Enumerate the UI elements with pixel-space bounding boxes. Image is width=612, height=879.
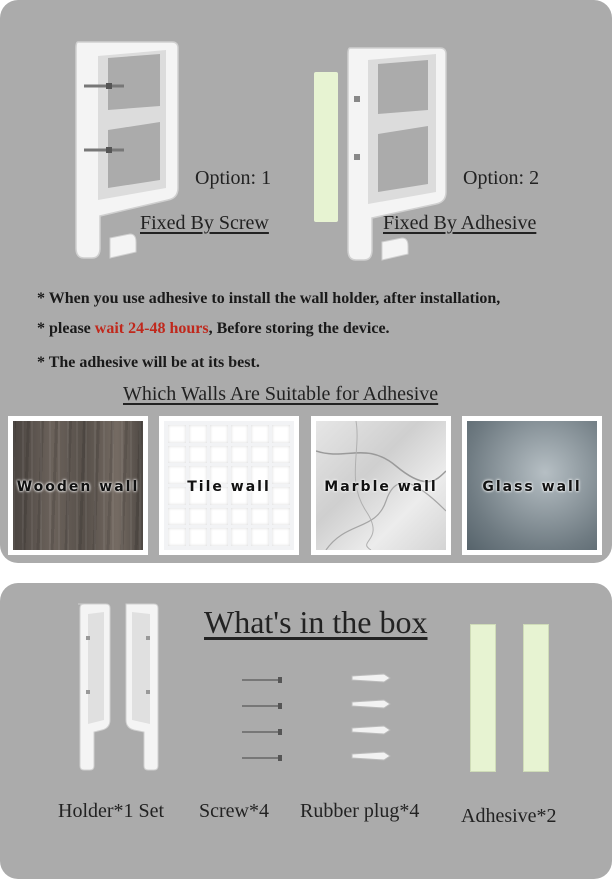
wall-sample-tile [159, 416, 299, 555]
wall-label-wooden: Wooden wall [16, 479, 140, 495]
option-2-label: Option: 2 [463, 167, 540, 189]
wall-label-tile: Tile wall [187, 479, 271, 495]
adhesive-strip-1 [470, 624, 496, 772]
walls-section-title: Which Walls Are Suitable for Adhesive [123, 383, 439, 405]
note-line-2-prefix: * please [37, 320, 95, 337]
option-1-method: Fixed By Screw [140, 212, 269, 234]
wall-sample-marble [311, 416, 451, 555]
wall-sample-wooden [8, 416, 148, 555]
option-1-label: Option: 1 [195, 167, 272, 189]
box-item-screw: Screw*4 [199, 800, 269, 822]
note-line-3: * The adhesive will be at its best. [37, 354, 260, 371]
adhesive-strip-2 [523, 624, 549, 772]
screws-illustration [238, 674, 284, 766]
wall-label-glass: Glass wall [482, 479, 582, 495]
box-item-adhesive: Adhesive*2 [461, 805, 557, 827]
rubber-plugs-illustration [348, 672, 394, 768]
holder-set-illustration [72, 600, 164, 772]
option-2-method: Fixed By Adhesive [383, 212, 537, 234]
note-highlight-wait: wait 24-48 hours [94, 320, 209, 337]
box-item-holder: Holder*1 Set [58, 800, 165, 822]
note-line-2 [37, 320, 390, 338]
note-line-2-suffix: , Before storing the device. [208, 320, 390, 337]
box-item-rubber-plug: Rubber plug*4 [300, 800, 420, 822]
box-section-title: What's in the box [204, 604, 428, 640]
wall-sample-glass [462, 416, 602, 555]
note-line-1: * When you use adhesive to install the wall holder, after installation, [37, 290, 501, 307]
wall-label-marble: Marble wall [324, 479, 438, 495]
